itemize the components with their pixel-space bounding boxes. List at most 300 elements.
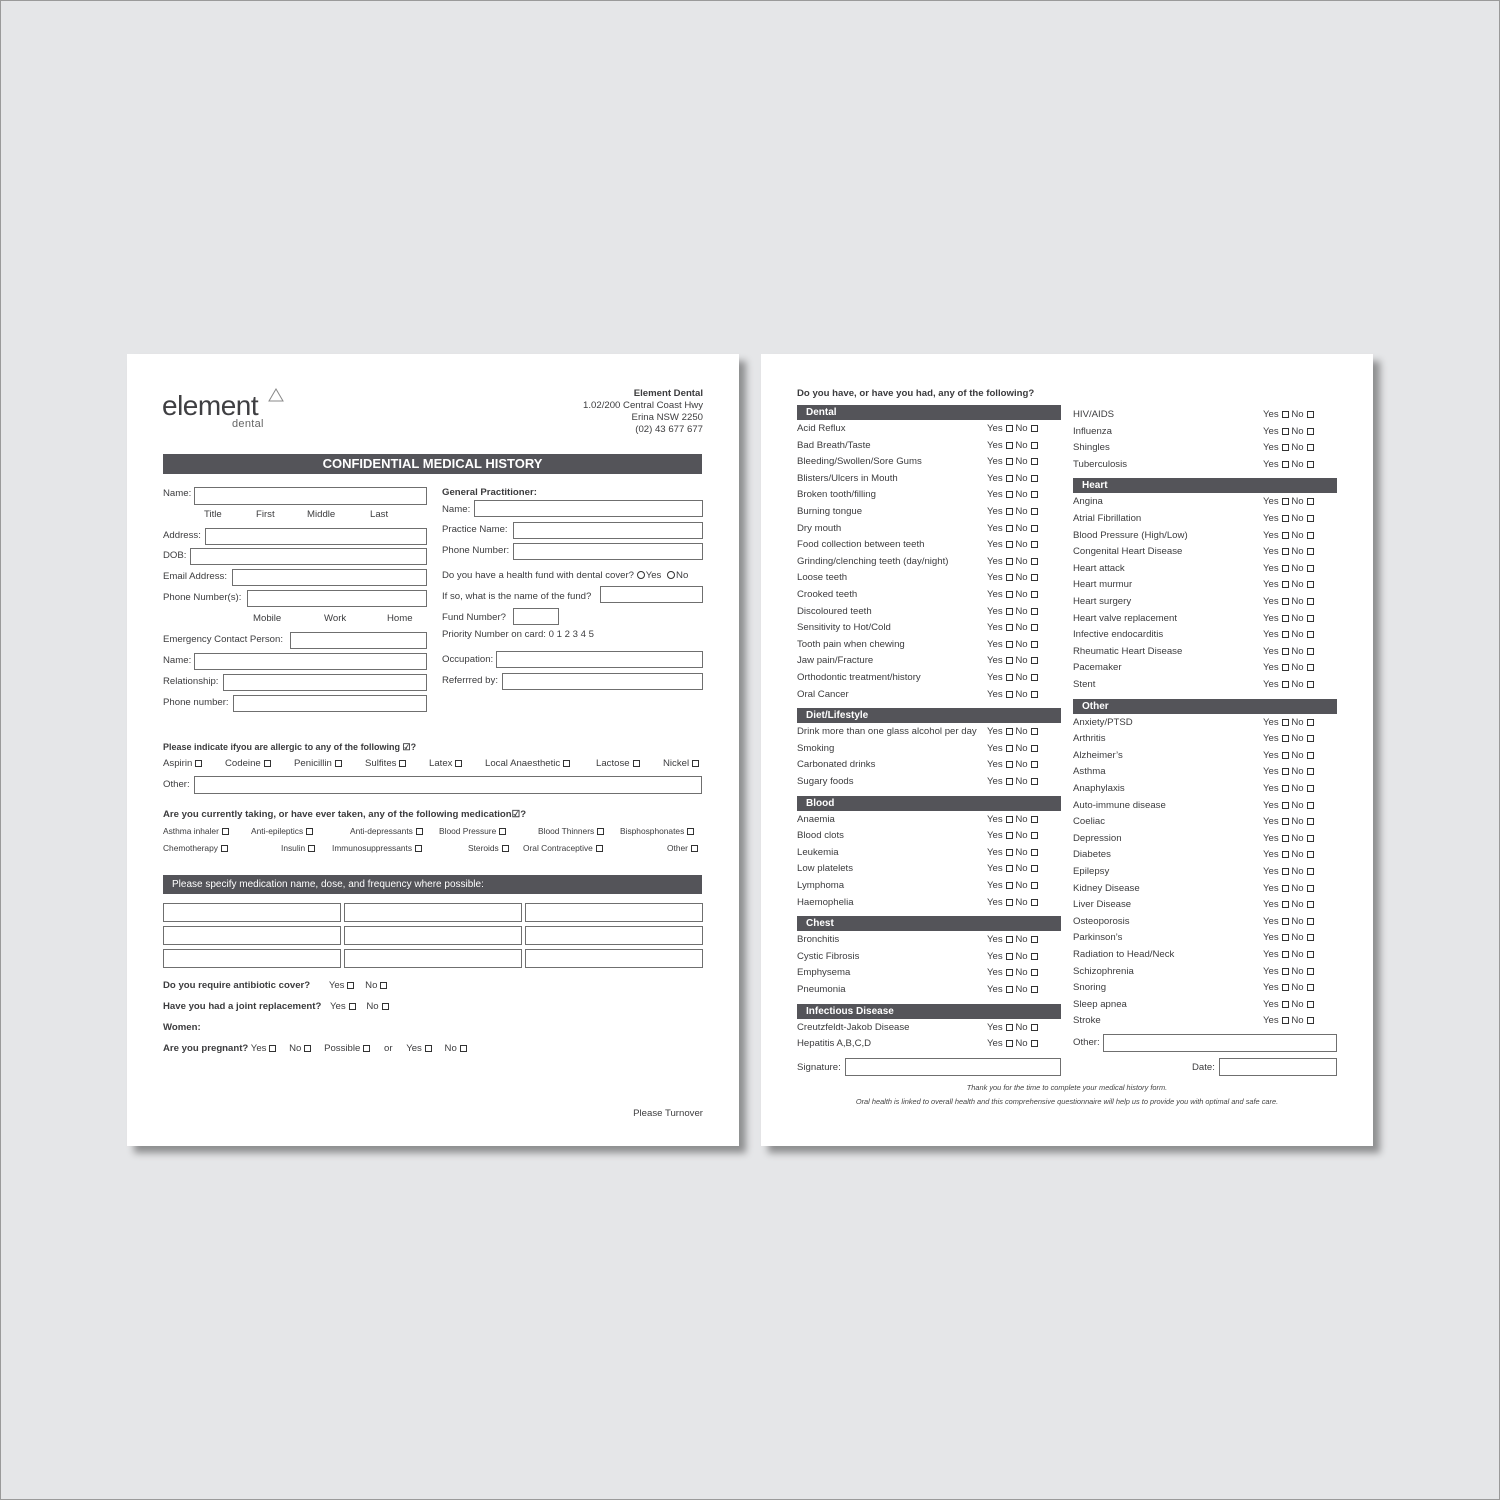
yes-checkbox[interactable]	[1006, 608, 1013, 615]
phone-part-home: Home	[387, 613, 413, 624]
no-checkbox[interactable]	[1307, 565, 1314, 572]
no-checkbox[interactable]	[1307, 735, 1314, 742]
yes-label: Yes	[328, 980, 345, 991]
no-checkbox[interactable]	[1307, 648, 1314, 655]
antibiotic-no-checkbox[interactable]	[380, 982, 387, 989]
no-checkbox[interactable]	[1031, 491, 1038, 498]
yes-checkbox[interactable]	[1006, 475, 1013, 482]
allergy-penicillin[interactable]	[294, 758, 342, 769]
no-checkbox[interactable]	[1307, 719, 1314, 726]
no-checkbox[interactable]	[1031, 865, 1038, 872]
fund-yes-radio[interactable]	[637, 571, 645, 579]
medication-cell[interactable]	[163, 903, 341, 922]
yes-checkbox[interactable]	[1282, 885, 1289, 892]
yes-label: Yes	[1263, 596, 1279, 607]
checkbox[interactable]	[399, 760, 406, 767]
no-checkbox[interactable]	[1031, 1040, 1038, 1047]
date-input[interactable]	[1219, 1058, 1337, 1076]
yes-label: Yes	[987, 742, 1003, 754]
please-turnover: Please Turnover	[633, 1108, 703, 1119]
no-label: No	[1291, 998, 1304, 1010]
no-label: No	[1015, 967, 1028, 979]
medication-cell[interactable]	[525, 903, 703, 922]
yes-checkbox[interactable]	[1282, 515, 1289, 522]
joint-question	[163, 1001, 389, 1012]
checkbox[interactable]	[596, 845, 603, 852]
yes-checkbox[interactable]	[1282, 681, 1289, 688]
med-steroids[interactable]	[468, 843, 509, 853]
no-checkbox[interactable]	[1031, 728, 1038, 735]
yes-no-options	[1263, 915, 1314, 929]
no-checkbox[interactable]	[1307, 868, 1314, 875]
yes-checkbox[interactable]	[1006, 558, 1013, 565]
yes-checkbox[interactable]	[1282, 615, 1289, 622]
medication-cell[interactable]	[525, 926, 703, 945]
yes-no-options	[987, 671, 1038, 685]
checkbox[interactable]	[335, 760, 342, 767]
fund-name-input[interactable]	[600, 586, 703, 603]
allergy-label: Sulfites	[365, 758, 397, 769]
yes-checkbox[interactable]	[1282, 648, 1289, 655]
no-checkbox[interactable]	[1031, 558, 1038, 565]
no-checkbox[interactable]	[1031, 1024, 1038, 1031]
no-checkbox[interactable]	[1307, 461, 1314, 468]
med-label: Steroids	[468, 843, 499, 853]
condition-row-coeliac	[1073, 815, 1337, 829]
yes-checkbox[interactable]	[1282, 868, 1289, 875]
no-checkbox[interactable]	[1307, 598, 1314, 605]
condition-row-influenza	[1073, 425, 1337, 439]
checkbox[interactable]	[264, 760, 271, 767]
no-checkbox[interactable]	[1031, 936, 1038, 943]
yes-label: Yes	[1263, 932, 1279, 944]
yes-checkbox[interactable]	[1282, 934, 1289, 941]
no-label: No	[1291, 949, 1304, 960]
yes-label: Yes	[1263, 562, 1279, 574]
yes-checkbox[interactable]	[1282, 498, 1289, 505]
yes-checkbox[interactable]	[1282, 631, 1289, 638]
yes-no-options	[987, 505, 1038, 519]
yes-checkbox[interactable]	[1282, 785, 1289, 792]
med-bisphosphonates[interactable]	[620, 826, 694, 836]
no-checkbox[interactable]	[1307, 581, 1314, 588]
no-checkbox[interactable]	[1307, 835, 1314, 842]
condition-row-discoloured-teeth	[797, 605, 1061, 619]
yes-checkbox[interactable]	[1006, 986, 1013, 993]
condition-label: Hepatitis A,B,C,D	[797, 1038, 872, 1050]
no-checkbox[interactable]	[1031, 745, 1038, 752]
yes-checkbox[interactable]	[1006, 745, 1013, 752]
antibiotic-yes-checkbox[interactable]	[347, 982, 354, 989]
allergy-other-input[interactable]	[194, 776, 702, 794]
condition-label: Snoring	[1073, 982, 1107, 994]
yes-checkbox[interactable]	[1006, 816, 1013, 823]
no-checkbox[interactable]	[1031, 953, 1038, 960]
yes-checkbox[interactable]	[1282, 752, 1289, 759]
emergency-name-input[interactable]	[194, 653, 427, 670]
yes-checkbox[interactable]	[1006, 832, 1013, 839]
or-label: or	[384, 1043, 393, 1054]
yes-no-options	[1263, 931, 1314, 945]
no-checkbox[interactable]	[1307, 631, 1314, 638]
no-label: No	[1291, 866, 1304, 877]
phone-input[interactable]	[247, 590, 427, 607]
condition-label: Low platelets	[797, 863, 853, 875]
condition-row-radiation-to-head-neck	[1073, 948, 1337, 962]
no-checkbox[interactable]	[1031, 691, 1038, 698]
yes-label: Yes	[1263, 442, 1279, 454]
no-label: No	[1015, 896, 1028, 908]
yes-label: Yes	[1263, 998, 1279, 1010]
emergency-phone-input[interactable]	[233, 695, 427, 712]
no-checkbox[interactable]	[1307, 664, 1314, 671]
yes-checkbox[interactable]	[1282, 719, 1289, 726]
checkbox[interactable]	[692, 760, 699, 767]
referred-label: Referrred by:	[442, 675, 498, 686]
joint-yes-checkbox[interactable]	[349, 1003, 356, 1010]
no-checkbox[interactable]	[1307, 984, 1314, 991]
yes-checkbox[interactable]	[1282, 1017, 1289, 1024]
yes-label: Yes	[1263, 783, 1279, 794]
allergy-lactose[interactable]	[596, 758, 640, 769]
yes-checkbox[interactable]	[1282, 918, 1289, 925]
yes-checkbox[interactable]	[1282, 581, 1289, 588]
no-checkbox[interactable]	[1031, 641, 1038, 648]
no-checkbox[interactable]	[1031, 832, 1038, 839]
yes-checkbox[interactable]	[1282, 951, 1289, 958]
no-checkbox[interactable]	[1031, 525, 1038, 532]
email-input[interactable]	[232, 569, 427, 586]
yes-checkbox[interactable]	[1282, 428, 1289, 435]
condition-label: Anaemia	[797, 813, 835, 825]
yes-checkbox[interactable]	[1006, 728, 1013, 735]
allergy-label: Lactose	[596, 758, 630, 769]
no-checkbox[interactable]	[1307, 498, 1314, 505]
yes-label: Yes	[1263, 513, 1279, 524]
no-checkbox[interactable]	[1307, 901, 1314, 908]
signature-input[interactable]	[845, 1058, 1061, 1076]
condition-label: Epilepsy	[1073, 866, 1110, 877]
yes-label: Yes	[987, 439, 1003, 451]
yes-checkbox[interactable]	[1006, 657, 1013, 664]
gp-phone-input[interactable]	[513, 543, 703, 560]
yes-checkbox[interactable]	[1006, 425, 1013, 432]
medication-cell[interactable]	[525, 949, 703, 968]
no-checkbox[interactable]	[1307, 818, 1314, 825]
yes-checkbox[interactable]	[1006, 591, 1013, 598]
checkbox[interactable]	[222, 828, 229, 835]
yes-no-options	[987, 688, 1038, 702]
condition-row-heart-murmur	[1073, 578, 1337, 592]
yes-checkbox[interactable]	[1006, 1024, 1013, 1031]
no-checkbox[interactable]	[1031, 674, 1038, 681]
yes-checkbox[interactable]	[1282, 984, 1289, 991]
med-anti-depressants[interactable]	[350, 826, 423, 836]
pregnant-possible-checkbox[interactable]	[363, 1045, 370, 1052]
condition-label: Angina	[1073, 496, 1103, 508]
med-blood-pressure[interactable]	[439, 826, 506, 836]
no-label: No	[444, 1043, 457, 1054]
checkbox[interactable]	[415, 845, 422, 852]
yes-label: Yes	[987, 1021, 1003, 1033]
medication-question: Are you currently taking, or have ever taken, any of the following medication☑?	[163, 809, 527, 820]
condition-label: Heart surgery	[1073, 596, 1132, 607]
allergy-sulfites[interactable]	[365, 758, 406, 769]
allergy-nickel[interactable]	[663, 758, 699, 769]
no-checkbox[interactable]	[1031, 778, 1038, 785]
yes-label: Yes	[1263, 949, 1279, 960]
no-checkbox[interactable]	[1307, 615, 1314, 622]
no-checkbox[interactable]	[1307, 548, 1314, 555]
no-label: No	[1015, 934, 1028, 946]
no-checkbox[interactable]	[1031, 508, 1038, 515]
yes-checkbox[interactable]	[1282, 461, 1289, 468]
phone-part-work: Work	[324, 613, 347, 624]
yes-checkbox[interactable]	[1006, 624, 1013, 631]
med-anti-epileptics[interactable]	[251, 826, 313, 836]
condition-row-haemophelia	[797, 896, 1061, 910]
checkbox[interactable]	[221, 845, 228, 852]
checkbox[interactable]	[502, 845, 509, 852]
condition-label: Loose teeth	[797, 572, 848, 584]
no-checkbox[interactable]	[1307, 802, 1314, 809]
no-checkbox[interactable]	[1031, 986, 1038, 993]
gp-name-input[interactable]	[474, 500, 703, 517]
no-checkbox[interactable]	[1031, 849, 1038, 856]
allergy-local-anaesthetic[interactable]	[485, 758, 570, 769]
yes-checkbox[interactable]	[1006, 849, 1013, 856]
no-checkbox[interactable]	[1307, 785, 1314, 792]
no-label: No	[1291, 662, 1304, 674]
no-checkbox[interactable]	[1031, 425, 1038, 432]
no-checkbox[interactable]	[1307, 681, 1314, 688]
med-oral-contraceptive[interactable]	[523, 843, 603, 853]
form-title: CONFIDENTIAL MEDICAL HISTORY	[163, 454, 702, 474]
yes-checkbox[interactable]	[1282, 1001, 1289, 1008]
yes-checkbox[interactable]	[1006, 641, 1013, 648]
yes-checkbox[interactable]	[1282, 851, 1289, 858]
no-label: No	[1291, 982, 1304, 994]
medication-cell[interactable]	[344, 903, 522, 922]
yes-checkbox[interactable]	[1006, 691, 1013, 698]
pregnant-yes-checkbox[interactable]	[269, 1045, 276, 1052]
condition-row-broken-tooth-filling	[797, 488, 1061, 502]
yes-checkbox[interactable]	[1006, 882, 1013, 889]
no-label: No	[1015, 672, 1028, 683]
yes-no-options	[1263, 628, 1314, 642]
occupation-input[interactable]	[496, 651, 703, 668]
clinic-address-line2: Erina NSW 2250	[631, 412, 703, 423]
yes-checkbox[interactable]	[1006, 1040, 1013, 1047]
address-input[interactable]	[205, 528, 427, 545]
pregnant-yes2-checkbox[interactable]	[425, 1045, 432, 1052]
no-checkbox[interactable]	[1307, 934, 1314, 941]
condition-label: Drink more than one glass alcohol per day	[797, 726, 977, 738]
yes-checkbox[interactable]	[1282, 768, 1289, 775]
condition-row-heart-surgery	[1073, 595, 1337, 609]
no-checkbox[interactable]	[1031, 475, 1038, 482]
pregnant-no-checkbox[interactable]	[304, 1045, 311, 1052]
pregnant-no2-checkbox[interactable]	[460, 1045, 467, 1052]
no-checkbox[interactable]	[1031, 899, 1038, 906]
emergency-input[interactable]	[290, 632, 427, 649]
no-checkbox[interactable]	[1307, 428, 1314, 435]
yes-checkbox[interactable]	[1282, 802, 1289, 809]
allergy-aspirin[interactable]	[163, 758, 202, 769]
no-checkbox[interactable]	[1307, 885, 1314, 892]
no-checkbox[interactable]	[1307, 515, 1314, 522]
checkbox[interactable]	[455, 760, 462, 767]
yes-no-options	[987, 439, 1038, 453]
checkbox[interactable]	[633, 760, 640, 767]
condition-row-osteoporosis	[1073, 915, 1337, 929]
yes-checkbox[interactable]	[1006, 865, 1013, 872]
no-checkbox[interactable]	[1031, 624, 1038, 631]
condition-row-atrial-fibrillation	[1073, 512, 1337, 526]
condition-row-hepatitis-a-b-c-d	[797, 1037, 1061, 1051]
no-label: No	[1015, 522, 1028, 534]
medication-cell[interactable]	[344, 926, 522, 945]
condition-label: Diabetes	[1073, 849, 1111, 861]
med-asthma[interactable]	[163, 826, 229, 836]
checkbox[interactable]	[306, 828, 313, 835]
yes-checkbox[interactable]	[1006, 541, 1013, 548]
dob-input[interactable]	[190, 548, 427, 565]
referred-input[interactable]	[502, 673, 703, 690]
yes-checkbox[interactable]	[1006, 458, 1013, 465]
yes-checkbox[interactable]	[1006, 936, 1013, 943]
yes-label: Yes	[987, 967, 1003, 979]
no-checkbox[interactable]	[1031, 442, 1038, 449]
checkbox[interactable]	[563, 760, 570, 767]
yes-label: Yes	[987, 896, 1003, 908]
yes-checkbox[interactable]	[1282, 444, 1289, 451]
checkbox[interactable]	[597, 828, 604, 835]
no-checkbox[interactable]	[1307, 752, 1314, 759]
no-checkbox[interactable]	[1031, 458, 1038, 465]
no-checkbox[interactable]	[1031, 608, 1038, 615]
no-checkbox[interactable]	[1307, 1001, 1314, 1008]
no-checkbox[interactable]	[1031, 761, 1038, 768]
fund-number-input[interactable]	[513, 608, 559, 625]
joint-no-checkbox[interactable]	[382, 1003, 389, 1010]
yes-checkbox[interactable]	[1006, 574, 1013, 581]
yes-checkbox[interactable]	[1282, 735, 1289, 742]
yes-checkbox[interactable]	[1006, 674, 1013, 681]
no-checkbox[interactable]	[1307, 444, 1314, 451]
yes-checkbox[interactable]	[1282, 548, 1289, 555]
relationship-input[interactable]	[223, 674, 427, 691]
yes-label: Yes	[1263, 1015, 1279, 1027]
yes-checkbox[interactable]	[1282, 565, 1289, 572]
med-other[interactable]	[667, 843, 698, 853]
no-checkbox[interactable]	[1307, 968, 1314, 975]
yes-checkbox[interactable]	[1006, 761, 1013, 768]
no-checkbox[interactable]	[1031, 882, 1038, 889]
medication-cell[interactable]	[163, 926, 341, 945]
logo-sub: dental	[232, 418, 264, 430]
yes-label: Yes	[1263, 749, 1279, 761]
no-label: No	[1015, 489, 1028, 501]
condition-label: Atrial Fibrillation	[1073, 513, 1142, 524]
med-insulin[interactable]	[281, 843, 315, 853]
condition-row-food-collection-between-teeth	[797, 538, 1061, 552]
checkbox[interactable]	[416, 828, 423, 835]
practice-input[interactable]	[513, 522, 703, 539]
no-checkbox[interactable]	[1307, 411, 1314, 418]
med-blood-thinners[interactable]	[538, 826, 604, 836]
no-label: No	[1291, 1015, 1304, 1027]
yes-checkbox[interactable]	[1006, 442, 1013, 449]
no-checkbox[interactable]	[1031, 574, 1038, 581]
no-checkbox[interactable]	[1031, 591, 1038, 598]
no-checkbox[interactable]	[1307, 951, 1314, 958]
med-label: Anti-epileptics	[251, 826, 304, 836]
medication-cell[interactable]	[163, 949, 341, 968]
no-label: No	[1015, 813, 1028, 825]
no-checkbox[interactable]	[1307, 851, 1314, 858]
no-label: No	[1291, 733, 1304, 745]
yes-checkbox[interactable]	[1006, 969, 1013, 976]
condition-row-sensitivity-to-hot-cold	[797, 621, 1061, 635]
yes-checkbox[interactable]	[1282, 598, 1289, 605]
yes-checkbox[interactable]	[1282, 411, 1289, 418]
yes-checkbox[interactable]	[1282, 835, 1289, 842]
medication-cell[interactable]	[344, 949, 522, 968]
yes-no-options	[1263, 408, 1314, 422]
condition-label: Schizophrenia	[1073, 965, 1134, 977]
no-checkbox[interactable]	[1031, 657, 1038, 664]
name-input[interactable]	[194, 487, 427, 505]
allergy-latex[interactable]	[429, 758, 462, 769]
yes-checkbox[interactable]	[1006, 899, 1013, 906]
no-checkbox[interactable]	[1307, 768, 1314, 775]
yes-checkbox[interactable]	[1006, 778, 1013, 785]
no-checkbox[interactable]	[1307, 532, 1314, 539]
yes-checkbox[interactable]	[1006, 491, 1013, 498]
yes-checkbox[interactable]	[1282, 664, 1289, 671]
yes-checkbox[interactable]	[1006, 525, 1013, 532]
yes-checkbox[interactable]	[1282, 901, 1289, 908]
yes-checkbox[interactable]	[1282, 968, 1289, 975]
no-checkbox[interactable]	[1031, 541, 1038, 548]
checkbox[interactable]	[499, 828, 506, 835]
yes-checkbox[interactable]	[1006, 508, 1013, 515]
checkbox[interactable]	[308, 845, 315, 852]
no-checkbox[interactable]	[1031, 969, 1038, 976]
checkbox[interactable]	[195, 760, 202, 767]
checkbox[interactable]	[687, 828, 694, 835]
allergy-label: Codeine	[225, 758, 261, 769]
no-checkbox[interactable]	[1307, 918, 1314, 925]
other-conditions-input[interactable]	[1103, 1034, 1337, 1052]
no-checkbox[interactable]	[1307, 1017, 1314, 1024]
yes-label: Yes	[987, 522, 1003, 534]
relationship-label: Relationship:	[163, 676, 219, 687]
allergy-codeine[interactable]	[225, 758, 271, 769]
yes-checkbox[interactable]	[1282, 532, 1289, 539]
yes-no-options	[1263, 998, 1314, 1012]
fund-no-radio[interactable]	[667, 571, 675, 579]
health-fund-question	[442, 570, 688, 581]
med-immunosuppressants[interactable]	[332, 843, 422, 853]
yes-checkbox[interactable]	[1282, 818, 1289, 825]
med-chemotherapy[interactable]	[163, 843, 228, 853]
condition-row-blood-clots	[797, 829, 1061, 843]
yes-checkbox[interactable]	[1006, 953, 1013, 960]
no-checkbox[interactable]	[1031, 816, 1038, 823]
checkbox[interactable]	[691, 845, 698, 852]
